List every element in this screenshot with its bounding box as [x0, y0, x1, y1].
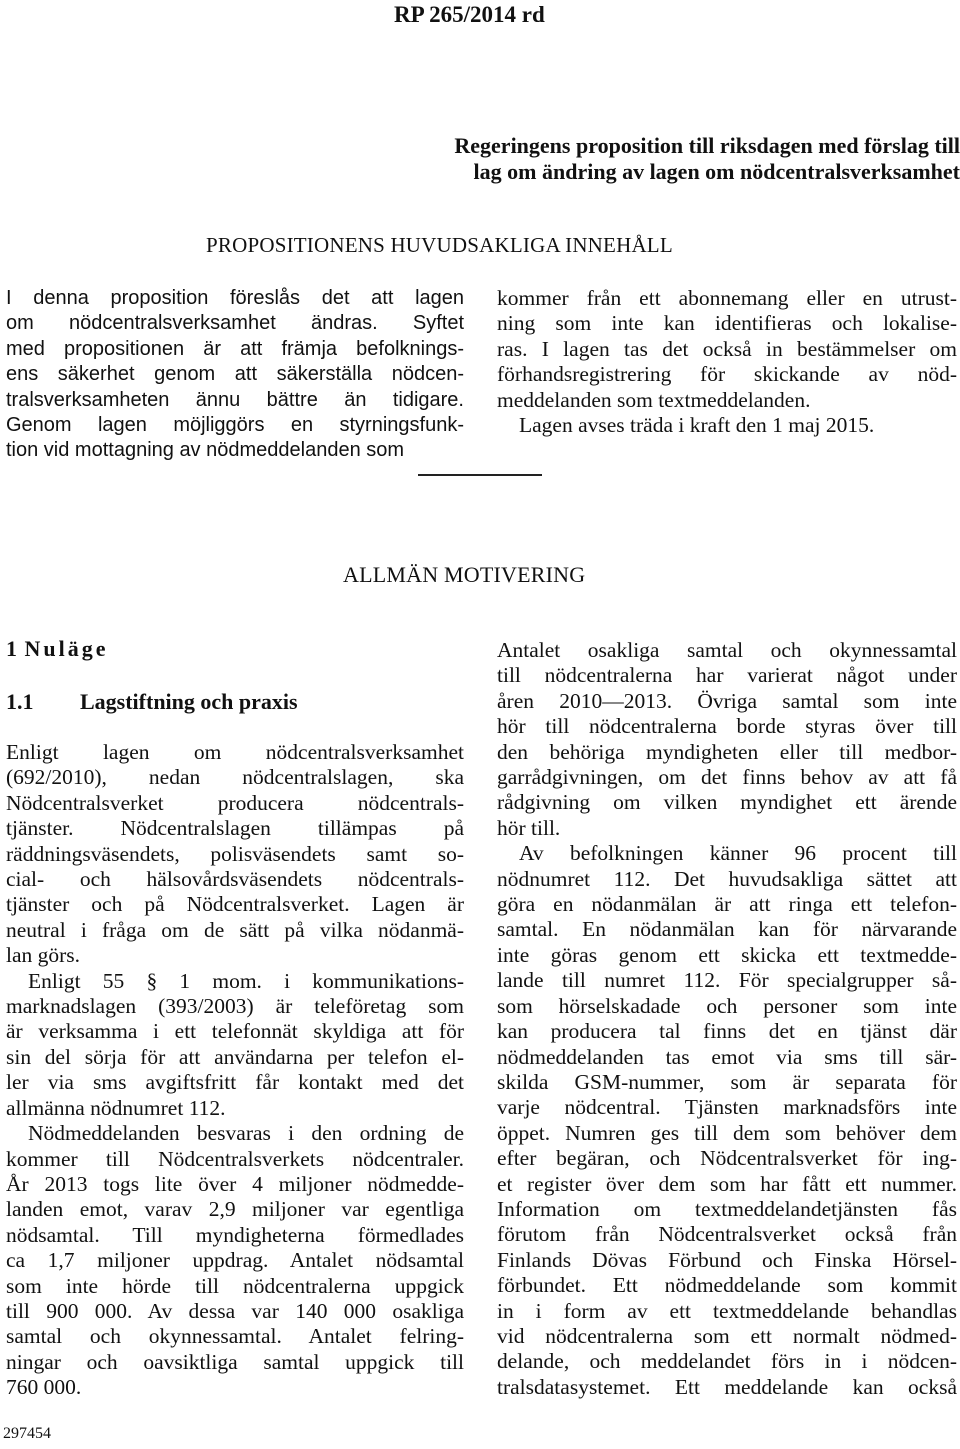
- section-1-1-number: 1.1: [6, 689, 34, 714]
- text-line: Finlands Dövas Förbund och Finska Hörsel-: [497, 1247, 957, 1272]
- section-1-number: 1: [6, 636, 18, 661]
- text-line: meddelanden som textmeddelanden.: [497, 387, 811, 412]
- text-line: Enligt 55 § 1 mom. i kommunikations-: [28, 968, 464, 993]
- text-line: neutral i fråga om de sätt på vilka nödanmä-: [6, 917, 464, 942]
- section-1-1-title: Lagstiftning och praxis: [80, 689, 298, 714]
- text-line: rådgivning om vilken myndighet ett ärende: [497, 790, 957, 815]
- text-line: till nödcentralerna har varierat något under: [497, 663, 957, 688]
- title-line: Regeringens proposition till riksdagen med förslag till: [454, 133, 960, 158]
- text-line: Nödcentralsverket producera nödcentrals-: [6, 790, 464, 815]
- text-line: nödsamtal. Till myndigheterna förmedlades: [6, 1222, 464, 1247]
- text-line: tralsdatasystemet. Ett meddelande kan också: [497, 1374, 957, 1399]
- text-line: tjänster och på Nödcentralsverket. Lagen är: [6, 892, 464, 917]
- text-line: sin del sörja för att användarna per telefon el-: [6, 1044, 464, 1069]
- section-heading: ALLMÄN MOTIVERING: [343, 562, 586, 587]
- text-line: ras. I lagen tas det också in bestämmelser om: [497, 336, 957, 361]
- text-line: som inte hörde till nödcentralerna uppgick: [6, 1273, 464, 1298]
- text-line: om nödcentralsverksamhet ändras. Syftet: [6, 312, 464, 335]
- text-line: förbundet. Ett nödmeddelande som kommit: [497, 1273, 957, 1298]
- text-line: Antalet osakliga samtal och okynnessamtal: [497, 638, 957, 662]
- text-line: marknadslagen (393/2003) är teleföretag som: [6, 994, 464, 1019]
- text-line: et register över dem som har fått ett nummer.: [497, 1171, 957, 1196]
- text-line: som hörselskadade och personer som inte: [497, 993, 957, 1018]
- text-line: skilda GSM-nummer, som är separata för: [497, 1069, 957, 1094]
- text-line: landen emot, varav 2,9 miljoner var egentliga: [6, 1197, 464, 1222]
- text-line: förutom från Nödcentralsverket också från: [497, 1222, 957, 1247]
- text-line: (692/2010), nedan nödcentralslagen, ska: [6, 765, 464, 790]
- text-line: in i form av ett textmeddelande behandlas: [497, 1298, 957, 1323]
- text-line: År 2013 togs lite över 4 miljoner nödmedde-: [6, 1171, 464, 1196]
- text-line: göra en nödanmälan är att ringa ett telefon-: [497, 892, 957, 917]
- text-line: inte göras genom ett skicka ett textmedde-: [497, 942, 957, 967]
- text-line: tion vid mottagning av nödmeddelanden som: [6, 439, 405, 462]
- text-line: Lagen avses träda i kraft den 1 maj 2015.: [519, 413, 875, 438]
- text-line: garrådgivningen, om det finns behov av att få: [497, 765, 957, 790]
- text-line: samtal. En nödanmälan kan för närvarande: [497, 917, 957, 942]
- text-line: lan görs.: [6, 943, 81, 968]
- text-line: åren 2010—2013. Övriga samtal som inte: [497, 688, 957, 713]
- text-line: nödmeddelanden tas emot via sms till sär-: [497, 1044, 957, 1069]
- text-line: förhandsregistrering för skickande av nöd-: [497, 362, 957, 387]
- text-line: I denna proposition föreslås det att lagen: [6, 287, 464, 309]
- text-line: tralsverksamheten ännu bättre än tidigare.: [6, 388, 464, 411]
- document-title: [300, 133, 960, 185]
- text-line: ens säkerhet genom att säkerställa nödcen-: [6, 363, 464, 386]
- text-line: 760 000.: [6, 1375, 82, 1400]
- text-line: räddningsväsendets, polisväsendets samt so-: [6, 841, 464, 866]
- text-line: kan producera tal finns det en tjänst där: [497, 1019, 957, 1044]
- body-right-column: [497, 638, 957, 1400]
- text-line: varje nödcentral. Tjänsten marknadsförs inte: [497, 1095, 957, 1120]
- title-line: lag om ändring av lagen om nödcentralsverksamhet: [473, 159, 960, 184]
- separator-rule: [418, 474, 542, 476]
- text-line: ca 1,7 miljoner uppdrag. Antalet nödsamtal: [6, 1248, 464, 1273]
- summary-right-column: [497, 286, 957, 438]
- document-number: RP 265/2014 rd: [394, 2, 545, 27]
- text-line: med propositionen är att främja befolknings-: [6, 337, 464, 360]
- text-line: hör till.: [497, 815, 561, 840]
- text-line: ningar och oavsiktliga samtal uppgick till: [6, 1349, 464, 1374]
- text-line: är verksamma i ett telefonnät skyldiga att för: [6, 1019, 464, 1044]
- footer-code: 297454: [3, 1425, 51, 1442]
- text-line: Nödmeddelanden besvaras i den ordning de: [28, 1121, 464, 1146]
- text-line: Enligt lagen om nödcentralsverksamhet: [6, 740, 464, 764]
- text-line: allmänna nödnumret 112.: [6, 1095, 226, 1120]
- body-left-column: [6, 740, 464, 1401]
- section-1-heading: [6, 636, 109, 662]
- section-1-1-heading: [6, 689, 298, 715]
- text-line: tjänster. Nödcentralslagen tillämpas på: [6, 816, 464, 841]
- text-line: vid nödcentralerna som ett normalt nödmed-: [497, 1323, 957, 1348]
- text-line: hör till nödcentralerna borde styras över till: [497, 714, 957, 739]
- text-line: den behöriga myndigheten eller till medbor-: [497, 739, 957, 764]
- text-line: ler via sms avgiftsfritt får kontakt med det: [6, 1070, 464, 1095]
- text-line: delande, och meddelandet förs in i nödcen-: [497, 1349, 957, 1374]
- section-1-title: Nuläge: [24, 636, 109, 661]
- text-line: nödnumret 112. Det huvudsakliga sättet att: [497, 866, 957, 891]
- text-line: kommer från ett abonnemang eller en utrust-: [497, 286, 957, 310]
- text-line: cial- och hälsovårdsväsendets nödcentrals-: [6, 867, 464, 892]
- text-line: ning som inte kan identifieras och lokalise-: [497, 311, 957, 336]
- text-line: till 900 000. Av dessa var 140 000 osakliga: [6, 1298, 464, 1323]
- text-line: samtal och okynnessamtal. Antalet felring-: [6, 1324, 464, 1349]
- text-line: efter begäran, och Nödcentralsverket för ing-: [497, 1146, 957, 1171]
- text-line: Genom lagen möjliggörs en styrningsfunk-: [6, 414, 464, 437]
- main-heading: PROPOSITIONENS HUVUDSAKLIGA INNEHÅLL: [206, 233, 673, 257]
- text-line: lande till numret 112. För specialgrupper så-: [497, 968, 957, 993]
- text-line: Av befolkningen känner 96 procent till: [519, 841, 957, 866]
- text-line: öppet. Numren ges till dem som behöver dem: [497, 1120, 957, 1145]
- text-line: Information om textmeddelandetjänsten fås: [497, 1196, 957, 1221]
- text-line: kommer till Nödcentralsverkets nödcentraler.: [6, 1146, 464, 1171]
- summary-left-column: [6, 286, 464, 464]
